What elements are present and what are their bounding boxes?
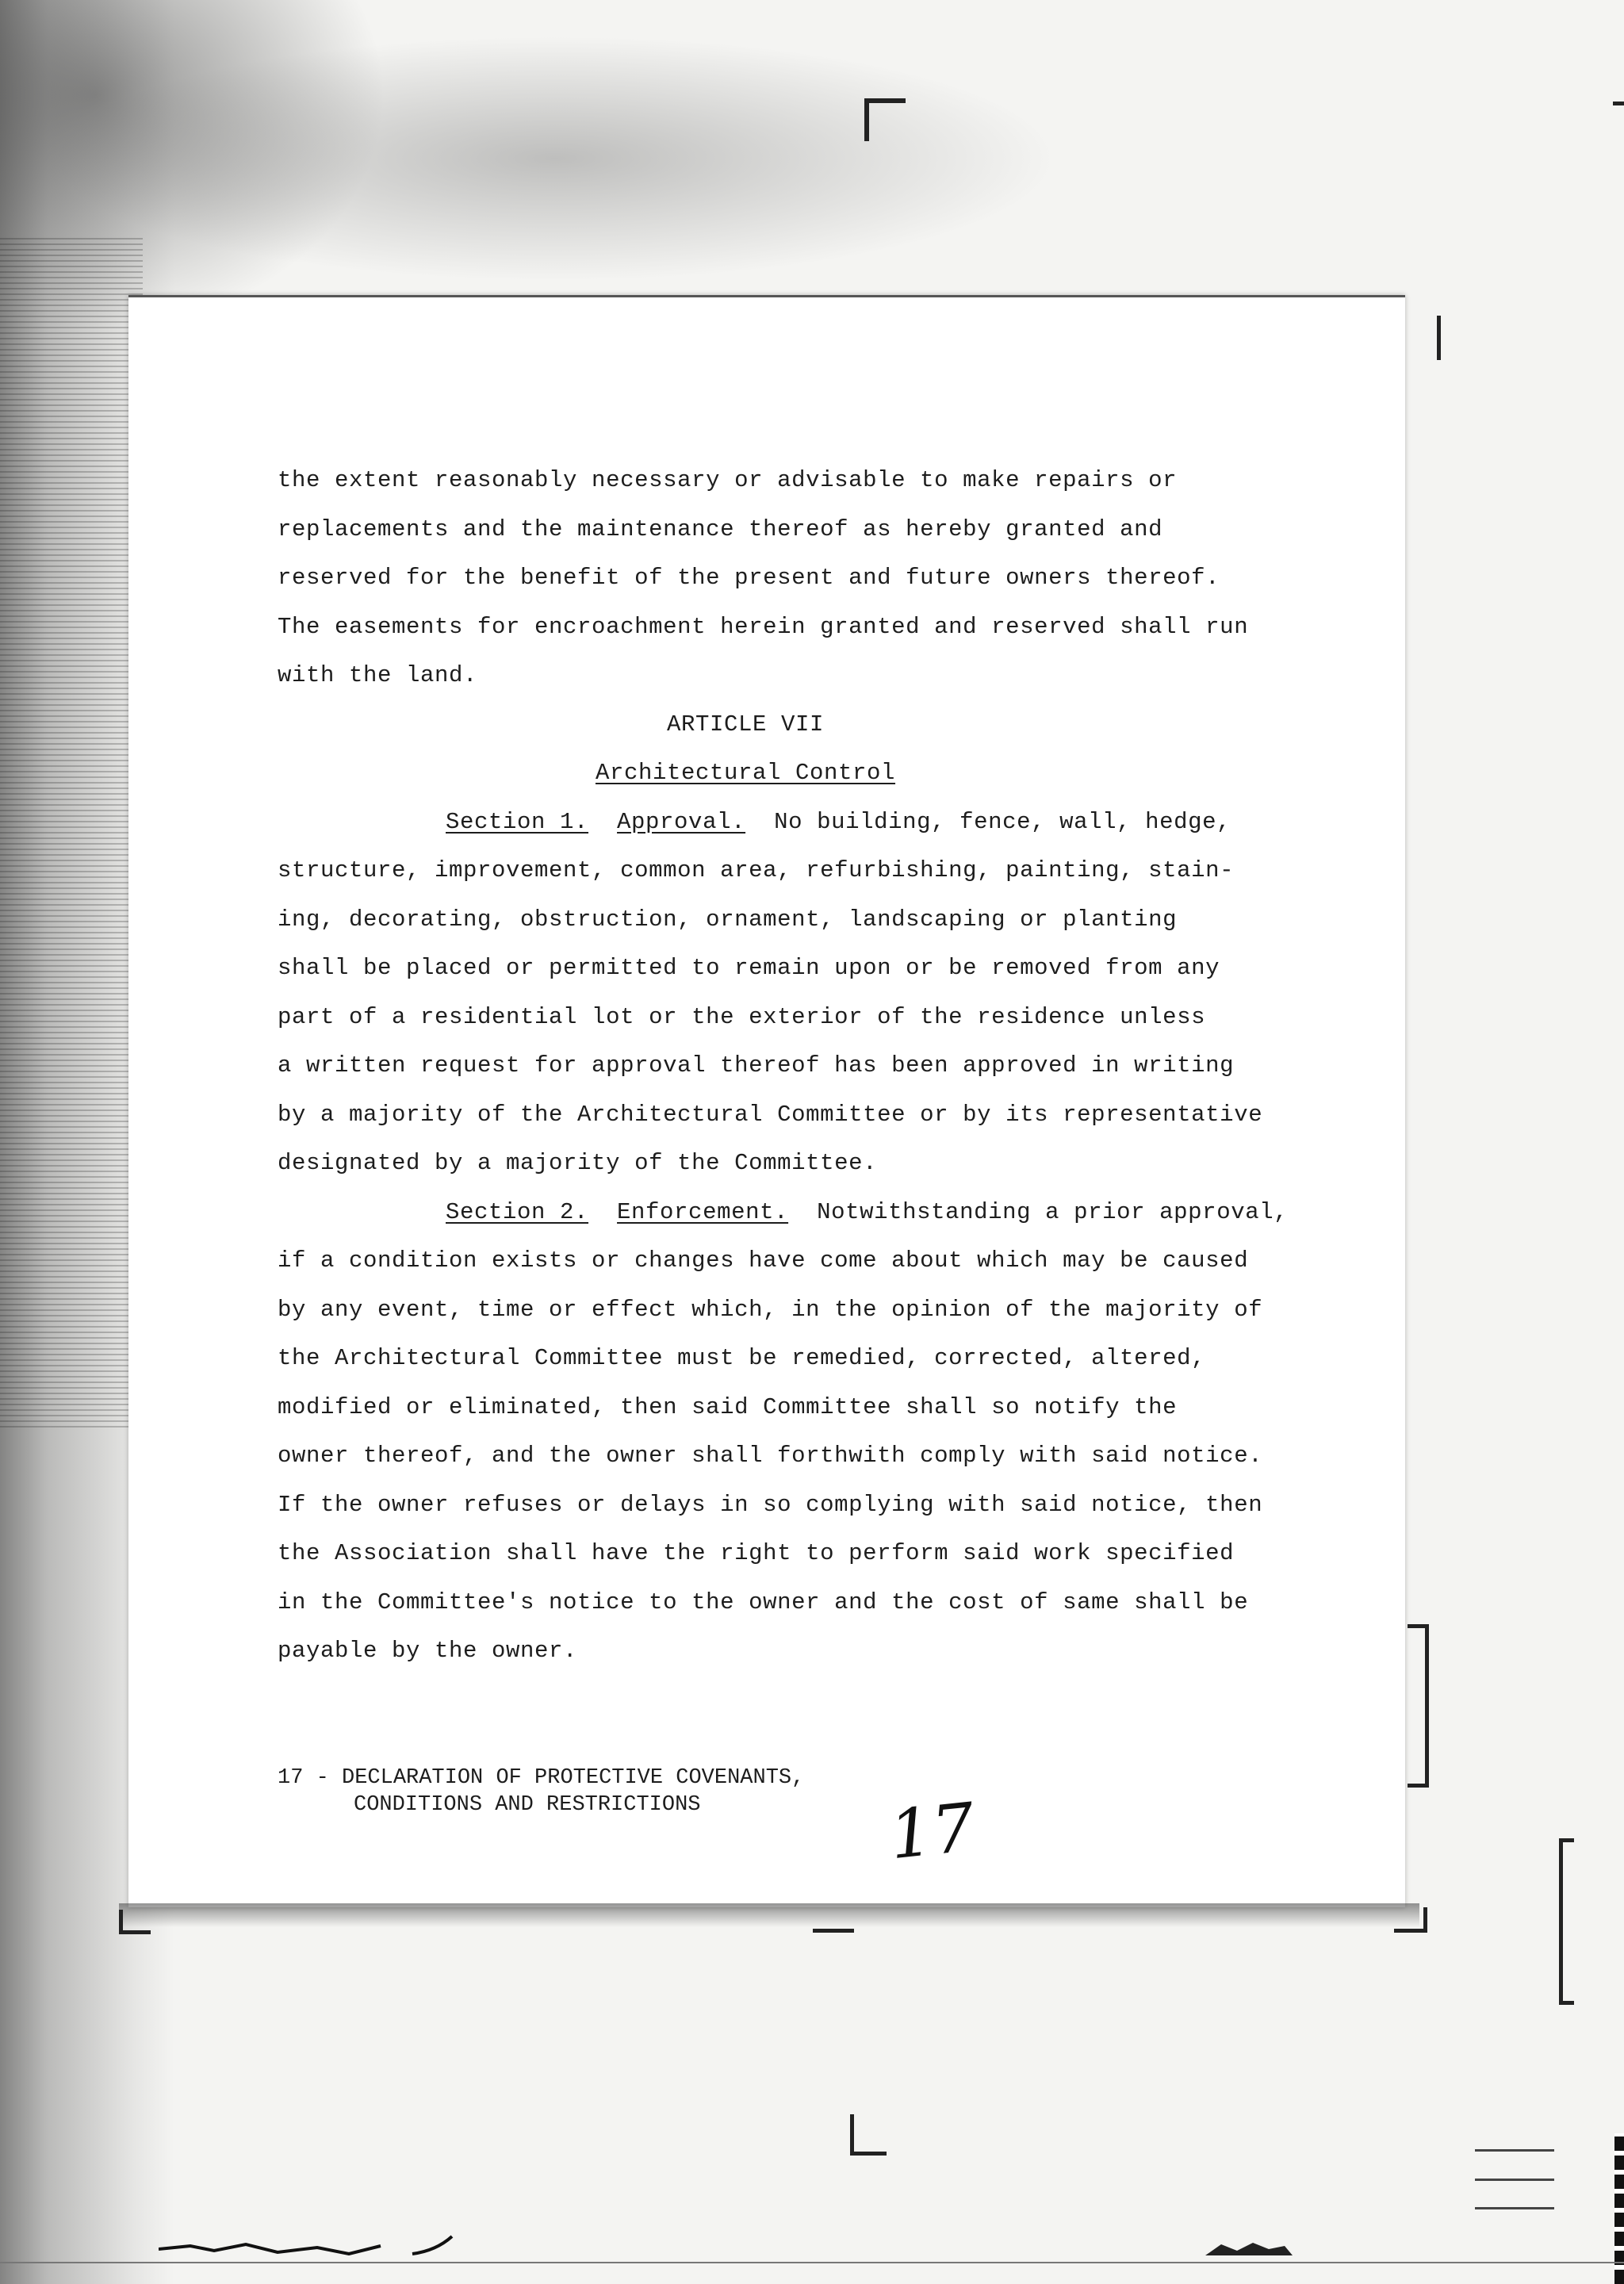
body-line: with the land. <box>278 662 478 688</box>
body-line: part of a residential lot or the exterior of the residence unless <box>278 1003 1206 1030</box>
body-line: the Architectural Committee must be remedied, corrected, altered, <box>278 1345 1206 1371</box>
scan-noise-streaks <box>0 238 143 1428</box>
section-1-number: Section 1. <box>446 808 589 835</box>
body-line: designated by a majority of the Committee. <box>278 1150 878 1176</box>
body-line: by a majority of the Architectural Committee or by its representative <box>278 1101 1263 1128</box>
scan-scribble <box>159 2235 500 2255</box>
body-line: modified or eliminated, then said Committee shall so notify the <box>278 1393 1178 1420</box>
scan-tick-right <box>1613 102 1624 105</box>
body-line: structure, improvement, common area, refurbishing, painting, stain- <box>278 857 1235 883</box>
crop-mark-bottom-center <box>813 1929 854 1933</box>
body-line: the Association shall have the right to perform said work specified <box>278 1540 1235 1566</box>
body-line: in the Committee's notice to the owner and the cost of same shall be <box>278 1588 1249 1615</box>
section-2-number: Section 2. <box>446 1198 589 1225</box>
article-title-row <box>278 749 1372 798</box>
crop-mark-bottom-left-h <box>119 1930 151 1934</box>
scan-bracket-far-right <box>1559 1838 1574 2005</box>
section-1-first-line: No building, fence, wall, hedge, <box>774 808 1231 835</box>
document-body <box>278 456 1372 1676</box>
handwritten-page-number: 17 <box>886 1788 979 1875</box>
body-line: a written request for approval thereof has been approved in writing <box>278 1052 1235 1079</box>
footer-line-2: CONDITIONS AND RESTRICTIONS <box>354 1793 701 1817</box>
scan-ink-blot <box>1205 2236 1293 2259</box>
body-line: If the owner refuses or delays in so complying with said notice, then <box>278 1491 1263 1518</box>
scan-box-artifact <box>1475 2149 1554 2209</box>
page-footer <box>278 1765 804 1818</box>
crop-mark-lower-v <box>850 2114 854 2156</box>
body-line: owner thereof, and the owner shall forthwith comply with said notice. <box>278 1443 1263 1469</box>
section-1-title: Approval. <box>617 808 746 835</box>
section-2-title: Enforcement. <box>617 1198 789 1225</box>
body-line: replacements and the maintenance thereof as hereby granted and <box>278 515 1163 542</box>
body-line: reserved for the benefit of the present and future owners thereof. <box>278 565 1220 591</box>
scan-bottom-rule <box>0 2262 1624 2263</box>
body-line: payable by the owner. <box>278 1638 578 1664</box>
footer-line-1: 17 - DECLARATION OF PROTECTIVE COVENANTS, <box>278 1766 805 1790</box>
body-line: the extent reasonably necessary or advisable to make repairs or <box>278 467 1178 493</box>
crop-mark-top-horizontal <box>864 98 906 103</box>
scan-bracket-right <box>1408 1624 1429 1788</box>
page-bottom-shadow <box>119 1903 1419 1927</box>
crop-mark-lower-h <box>850 2152 887 2156</box>
article-heading: ARTICLE VII <box>666 711 825 738</box>
body-line: if a condition exists or changes have come about which may be caused <box>278 1247 1249 1274</box>
section-2-first-line: Notwithstanding a prior approval, <box>817 1198 1289 1225</box>
crop-mark-right <box>1437 316 1441 360</box>
section-2-heading-line <box>278 1188 1372 1237</box>
crop-mark-bottom-right-h <box>1394 1929 1427 1933</box>
crop-mark-top-vertical <box>864 98 869 141</box>
body-line: The easements for encroachment herein granted and reserved shall run <box>278 613 1249 640</box>
section-1-heading-line <box>278 798 1372 847</box>
body-line: shall be placed or permitted to remain upon or be removed from any <box>278 955 1220 981</box>
article-title: Architectural Control <box>595 760 896 786</box>
body-line: by any event, time or effect which, in the opinion of the majority of <box>278 1296 1263 1323</box>
body-line: ing, decorating, obstruction, ornament, landscaping or planting <box>278 906 1178 933</box>
